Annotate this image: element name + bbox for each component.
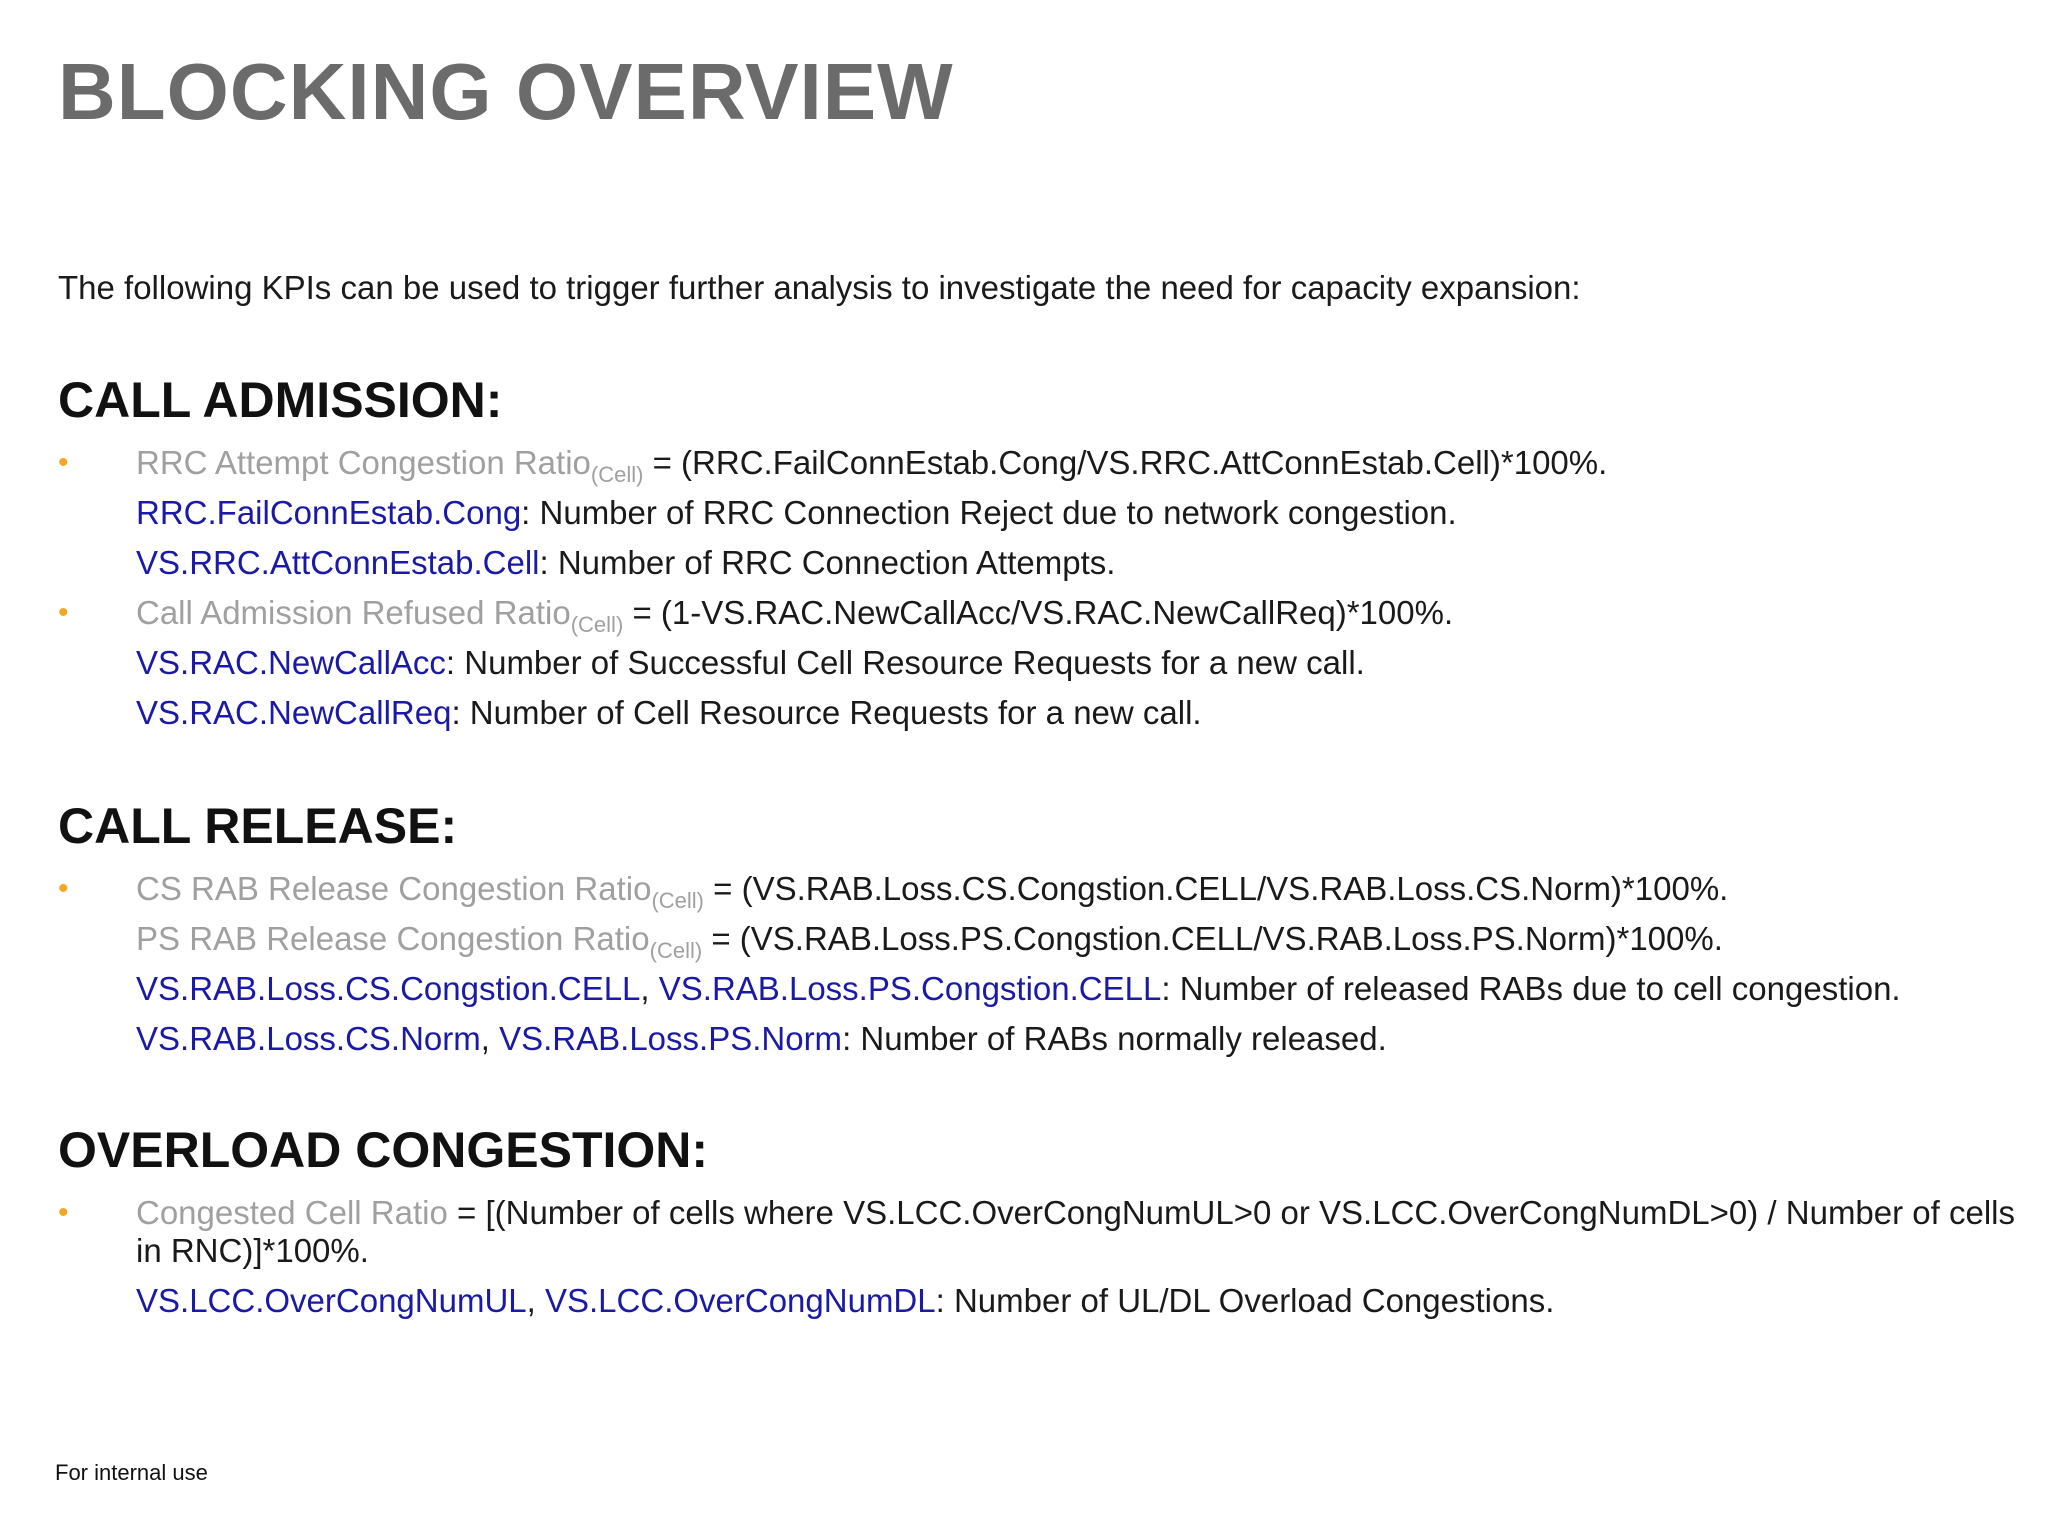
- counter-description: : Number of RRC Connection Attempts.: [539, 544, 1116, 581]
- counter-definition: [58, 638, 2018, 688]
- intro-text: The following KPIs can be used to trigger further analysis to investigate the need for capacity expansion:: [58, 269, 1581, 306]
- footer-label: For internal use: [55, 1460, 208, 1485]
- bullet-icon: •: [58, 1196, 69, 1229]
- bullet-icon: •: [58, 596, 69, 629]
- kpi-formula: = [(Number of cells where VS.LCC.OverCongNumUL>0 or VS.LCC.OverCongNumDL>0) / Number of cells in RNC)]*100%.: [136, 1194, 2016, 1269]
- kpi-subscript: (Cell): [590, 462, 644, 487]
- section-heading-call-admission: CALL ADMISSION:: [58, 372, 503, 428]
- separator: ,: [640, 970, 659, 1007]
- kpi-rrc-attempt-congestion-ratio: [58, 438, 2018, 488]
- counter-definition: [58, 688, 2018, 738]
- kpi-name: Call Admission Refused Ratio: [136, 594, 571, 631]
- counter-description: : Number of RRC Connection Reject due to network congestion.: [521, 494, 1457, 531]
- kpi-call-admission-refused-ratio: [58, 588, 2018, 638]
- kpi-cs-rab-release-congestion-ratio: [58, 864, 2018, 914]
- counter-description: : Number of Cell Resource Requests for a new call.: [451, 694, 1202, 731]
- bullet-icon: •: [58, 872, 69, 905]
- counter-name: VS.RRC.AttConnEstab.Cell: [136, 544, 540, 581]
- kpi-name: Congested Cell Ratio: [136, 1194, 448, 1231]
- counter-definition: [58, 1014, 2018, 1064]
- counter-definition: [58, 538, 2018, 588]
- counter-definition: [58, 1276, 2018, 1326]
- counter-definition: [58, 964, 2018, 1014]
- counter-name: VS.RAB.Loss.CS.Congstion.CELL: [136, 970, 641, 1007]
- counter-name: VS.RAB.Loss.PS.Congstion.CELL: [658, 970, 1162, 1007]
- separator: ,: [526, 1282, 545, 1319]
- kpi-name: RRC Attempt Congestion Ratio: [136, 444, 591, 481]
- kpi-name: CS RAB Release Congestion Ratio: [136, 870, 652, 907]
- counter-name: VS.RAC.NewCallReq: [136, 694, 452, 731]
- counter-name: VS.LCC.OverCongNumDL: [544, 1282, 936, 1319]
- section-overload-congestion: [58, 1120, 2018, 1326]
- counter-description: : Number of UL/DL Overload Congestions.: [935, 1282, 1555, 1319]
- section-call-admission: [58, 370, 2018, 738]
- section-call-release: [58, 796, 2018, 1064]
- kpi-congested-cell-ratio: [58, 1188, 2036, 1276]
- counter-name: VS.LCC.OverCongNumUL: [136, 1282, 527, 1319]
- counter-description: : Number of RABs normally released.: [842, 1020, 1387, 1057]
- kpi-subscript: (Cell): [649, 938, 703, 963]
- kpi-formula: = (1-VS.RAC.NewCallAcc/VS.RAC.NewCallReq)*100%.: [623, 594, 1454, 631]
- counter-name: VS.RAB.Loss.CS.Norm: [136, 1020, 481, 1057]
- counter-name: VS.RAB.Loss.PS.Norm: [499, 1020, 843, 1057]
- counter-description: : Number of Successful Cell Resource Requests for a new call.: [445, 644, 1365, 681]
- kpi-name: PS RAB Release Congestion Ratio: [136, 920, 650, 957]
- kpi-subscript: (Cell): [651, 888, 704, 913]
- counter-definition: [58, 488, 2018, 538]
- section-heading-call-release: CALL RELEASE:: [58, 798, 458, 854]
- kpi-formula: = (VS.RAB.Loss.CS.Congstion.CELL/VS.RAB.Loss.CS.Norm)*100%.: [704, 870, 1729, 907]
- counter-name: RRC.FailConnEstab.Cong: [136, 494, 522, 531]
- bullet-icon: •: [58, 446, 69, 479]
- counter-name: VS.RAC.NewCallAcc: [136, 644, 446, 681]
- kpi-formula: = (VS.RAB.Loss.PS.Congstion.CELL/VS.RAB.Loss.PS.Norm)*100%.: [702, 920, 1723, 957]
- page-title: BLOCKING OVERVIEW: [58, 47, 954, 136]
- section-heading-overload-congestion: OVERLOAD CONGESTION:: [58, 1122, 709, 1178]
- kpi-subscript: (Cell): [570, 612, 624, 637]
- separator: ,: [480, 1020, 500, 1057]
- counter-description: : Number of released RABs due to cell congestion.: [1161, 970, 1901, 1007]
- kpi-ps-rab-release-congestion-ratio: [58, 914, 2018, 964]
- kpi-formula: = (RRC.FailConnEstab.Cong/VS.RRC.AttConnEstab.Cell)*100%.: [643, 444, 1608, 481]
